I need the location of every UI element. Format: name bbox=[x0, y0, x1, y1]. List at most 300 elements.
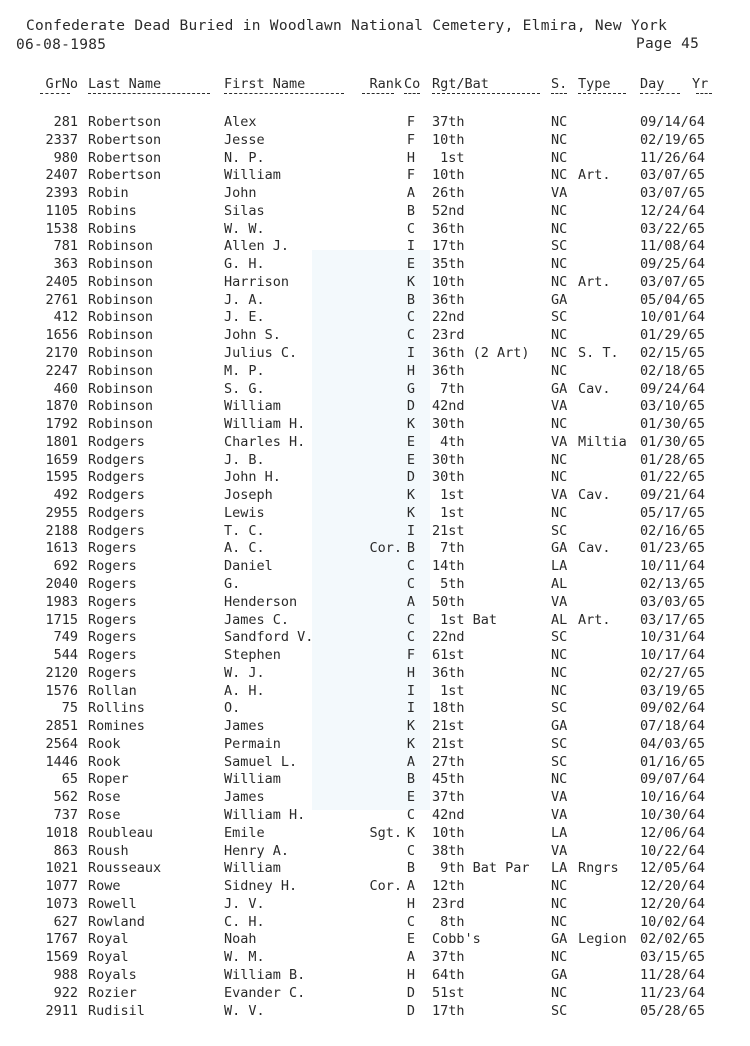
cell-last-name: Robertson bbox=[88, 149, 162, 166]
cell-grno: 1569 bbox=[45, 949, 78, 966]
cell-grno: 922 bbox=[53, 984, 78, 1001]
cell-state: LA bbox=[551, 558, 568, 575]
cell-grno: 737 bbox=[53, 807, 78, 824]
cell-rgt-bat: 21st bbox=[432, 522, 465, 539]
cell-grno: 1715 bbox=[45, 611, 78, 628]
cell-date: 10/01/64 bbox=[640, 309, 706, 326]
cell-state: VA bbox=[551, 487, 568, 504]
cell-last-name: Rodgers bbox=[88, 522, 145, 539]
cell-co: G bbox=[406, 380, 416, 397]
cell-first-name: Lewis bbox=[224, 504, 265, 521]
cell-co: E bbox=[406, 451, 416, 468]
cell-grno: 2188 bbox=[45, 522, 78, 539]
cell-last-name: Royals bbox=[88, 966, 137, 983]
cell-rgt-bat: 36th (2 Art) bbox=[432, 345, 530, 361]
cell-date: 12/24/64 bbox=[640, 202, 706, 219]
cell-state: NC bbox=[551, 504, 568, 521]
header-grno: GrNo bbox=[45, 76, 78, 92]
document-date: 06-08-1985 bbox=[16, 37, 107, 53]
cell-date: 09/25/64 bbox=[640, 256, 706, 273]
cell-rgt-bat: 36th bbox=[432, 291, 465, 308]
cell-rgt-bat: 21st bbox=[432, 735, 465, 752]
cell-rgt-bat: 26th bbox=[432, 185, 465, 202]
header-type: Type bbox=[578, 76, 611, 92]
cell-first-name: William bbox=[224, 860, 281, 877]
cell-first-name: W. J. bbox=[224, 664, 265, 681]
cell-co: A bbox=[406, 878, 416, 895]
cell-rgt-bat: 17th bbox=[432, 1002, 465, 1019]
cell-state: GA bbox=[551, 718, 568, 735]
cell-last-name: Royal bbox=[88, 931, 129, 948]
cell-first-name: Sidney H. bbox=[224, 878, 298, 895]
cell-first-name: Evander C. bbox=[224, 984, 306, 1001]
cell-last-name: Rogers bbox=[88, 611, 137, 628]
table-row bbox=[0, 185, 750, 203]
cell-co: E bbox=[406, 789, 416, 806]
cell-co: B bbox=[406, 771, 416, 788]
table-row bbox=[0, 594, 750, 612]
cell-first-name: John bbox=[224, 185, 257, 202]
cell-co: H bbox=[406, 895, 416, 912]
cell-last-name: Rogers bbox=[88, 629, 137, 646]
cell-rgt-bat: 52nd bbox=[432, 202, 465, 219]
cell-last-name: Robertson bbox=[88, 167, 162, 184]
cell-grno: 1659 bbox=[45, 451, 78, 468]
cell-date: 03/07/65 bbox=[640, 185, 706, 202]
table-row bbox=[0, 167, 750, 185]
cell-first-name: Julius C. bbox=[224, 345, 298, 361]
cell-first-name: G. H. bbox=[224, 256, 265, 273]
cell-state: LA bbox=[551, 824, 568, 841]
cell-co: F bbox=[406, 167, 416, 184]
cell-grno: 1656 bbox=[45, 327, 78, 344]
cell-state: NC bbox=[551, 771, 568, 788]
cell-last-name: Robertson bbox=[88, 114, 162, 130]
table-row bbox=[0, 523, 750, 541]
cell-rgt-bat: 8th bbox=[432, 913, 465, 930]
cell-date: 05/04/65 bbox=[640, 291, 706, 308]
cell-first-name: James bbox=[224, 789, 265, 806]
table-row bbox=[0, 505, 750, 523]
cell-first-name: Noah bbox=[224, 931, 257, 948]
cell-co: F bbox=[406, 131, 416, 148]
cell-state: NC bbox=[551, 451, 568, 468]
cell-date: 01/30/65 bbox=[640, 433, 706, 450]
cell-date: 12/20/64 bbox=[640, 878, 706, 895]
cell-first-name: Alex bbox=[224, 114, 257, 130]
cell-last-name: Roubleau bbox=[88, 824, 154, 841]
cell-last-name: Robinson bbox=[88, 291, 154, 308]
cell-date: 03/22/65 bbox=[640, 220, 706, 237]
cell-state: SC bbox=[551, 753, 568, 770]
cell-co: K bbox=[406, 273, 416, 290]
cell-state: SC bbox=[551, 238, 568, 255]
table-row bbox=[0, 754, 750, 772]
cell-date: 10/22/64 bbox=[640, 842, 706, 859]
cell-grno: 544 bbox=[53, 647, 78, 664]
cell-last-name: Robins bbox=[88, 202, 137, 219]
cell-rgt-bat: 50th bbox=[432, 593, 465, 610]
cell-first-name: Stephen bbox=[224, 647, 281, 664]
table-row bbox=[0, 203, 750, 221]
table-row bbox=[0, 789, 750, 807]
cell-grno: 1018 bbox=[45, 824, 78, 841]
table-row bbox=[0, 540, 750, 558]
cell-date: 11/28/64 bbox=[640, 966, 706, 983]
cell-grno: 2247 bbox=[45, 362, 78, 379]
table-row bbox=[0, 896, 750, 914]
cell-last-name: Rudisil bbox=[88, 1002, 145, 1019]
cell-rgt-bat: 37th bbox=[432, 789, 465, 806]
cell-rgt-bat: 5th bbox=[432, 576, 465, 593]
table-row bbox=[0, 238, 750, 256]
cell-grno: 2851 bbox=[45, 718, 78, 735]
cell-grno: 863 bbox=[53, 842, 78, 859]
cell-co: D bbox=[406, 984, 416, 1001]
cell-state: AL bbox=[551, 576, 568, 593]
cell-state: VA bbox=[551, 185, 568, 202]
cell-first-name: Henderson bbox=[224, 593, 298, 610]
cell-state: GA bbox=[551, 966, 568, 983]
cell-co: H bbox=[406, 362, 416, 379]
cell-date: 12/05/64 bbox=[640, 860, 706, 877]
table-row bbox=[0, 1003, 750, 1021]
cell-date: 12/06/64 bbox=[640, 824, 706, 841]
cell-last-name: Rousseaux bbox=[88, 860, 162, 877]
cell-date: 01/23/65 bbox=[640, 540, 706, 557]
cell-rgt-bat: Cobb's bbox=[432, 931, 481, 948]
cell-state: VA bbox=[551, 593, 568, 610]
cell-grno: 562 bbox=[53, 789, 78, 806]
cell-date: 10/30/64 bbox=[640, 807, 706, 824]
cell-type: Art. bbox=[578, 273, 611, 290]
page-number: Page 45 bbox=[636, 36, 700, 52]
cell-first-name: Sandford V. bbox=[224, 629, 314, 646]
cell-grno: 281 bbox=[53, 114, 78, 130]
cell-grno: 1870 bbox=[45, 398, 78, 415]
cell-state: SC bbox=[551, 700, 568, 717]
cell-first-name: T. C. bbox=[224, 522, 265, 539]
cell-co: C bbox=[406, 558, 416, 575]
cell-state: NC bbox=[551, 256, 568, 273]
cell-rgt-bat: 21st bbox=[432, 718, 465, 735]
cell-last-name: Robinson bbox=[88, 362, 154, 379]
header-last-name: Last Name bbox=[88, 76, 162, 92]
cell-date: 01/16/65 bbox=[640, 753, 706, 770]
cell-state: NC bbox=[551, 895, 568, 912]
table-row bbox=[0, 825, 750, 843]
cell-date: 03/19/65 bbox=[640, 682, 706, 699]
cell-last-name: Rogers bbox=[88, 540, 137, 557]
cell-date: 02/19/65 bbox=[640, 131, 706, 148]
cell-grno: 363 bbox=[53, 256, 78, 273]
table-row bbox=[0, 843, 750, 861]
table-row bbox=[0, 416, 750, 434]
cell-date: 10/16/64 bbox=[640, 789, 706, 806]
cell-date: 09/21/64 bbox=[640, 487, 706, 504]
cell-grno: 2393 bbox=[45, 185, 78, 202]
cell-co: C bbox=[406, 327, 416, 344]
cell-rgt-bat: 37th bbox=[432, 114, 465, 130]
cell-last-name: Robinson bbox=[88, 416, 154, 433]
cell-grno: 1595 bbox=[45, 469, 78, 486]
cell-co: K bbox=[406, 718, 416, 735]
cell-rgt-bat: 7th bbox=[432, 540, 465, 557]
cell-co: K bbox=[406, 504, 416, 521]
header-day: Day bbox=[640, 76, 665, 92]
table-row bbox=[0, 398, 750, 416]
cell-first-name: O. bbox=[224, 700, 241, 717]
cell-rgt-bat: 45th bbox=[432, 771, 465, 788]
cell-first-name: Permain bbox=[224, 735, 281, 752]
table-row bbox=[0, 132, 750, 150]
table-row bbox=[0, 985, 750, 1003]
cell-first-name: G. bbox=[224, 576, 241, 593]
cell-date: 03/03/65 bbox=[640, 593, 706, 610]
cell-rgt-bat: 51st bbox=[432, 984, 465, 1001]
cell-first-name: W. W. bbox=[224, 220, 265, 237]
table-row bbox=[0, 718, 750, 736]
cell-date: 10/31/64 bbox=[640, 629, 706, 646]
table-row bbox=[0, 469, 750, 487]
cell-date: 03/07/65 bbox=[640, 167, 706, 184]
cell-state: VA bbox=[551, 789, 568, 806]
cell-date: 02/15/65 bbox=[640, 345, 706, 361]
cell-co: C bbox=[406, 309, 416, 326]
cell-last-name: Robinson bbox=[88, 345, 154, 361]
cell-grno: 1021 bbox=[45, 860, 78, 877]
cell-rgt-bat: 1st bbox=[432, 149, 465, 166]
cell-first-name: Allen J. bbox=[224, 238, 290, 255]
cell-type: Cav. bbox=[578, 487, 611, 504]
cell-last-name: Roper bbox=[88, 771, 129, 788]
cell-date: 01/28/65 bbox=[640, 451, 706, 468]
cell-first-name: J. E. bbox=[224, 309, 265, 326]
cell-state: NC bbox=[551, 949, 568, 966]
cell-rgt-bat: 27th bbox=[432, 753, 465, 770]
cell-rgt-bat: 4th bbox=[432, 433, 465, 450]
cell-grno: 2955 bbox=[45, 504, 78, 521]
cell-first-name: S. G. bbox=[224, 380, 265, 397]
cell-co: C bbox=[406, 842, 416, 859]
cell-last-name: Rodgers bbox=[88, 487, 145, 504]
cell-last-name: Robinson bbox=[88, 380, 154, 397]
cell-date: 09/07/64 bbox=[640, 771, 706, 788]
table-row bbox=[0, 363, 750, 381]
cell-rgt-bat: 14th bbox=[432, 558, 465, 575]
cell-grno: 1446 bbox=[45, 753, 78, 770]
cell-last-name: Rozier bbox=[88, 984, 137, 1001]
cell-state: NC bbox=[551, 469, 568, 486]
cell-rgt-bat: 1st bbox=[432, 487, 465, 504]
cell-first-name: John H. bbox=[224, 469, 281, 486]
cell-date: 10/17/64 bbox=[640, 647, 706, 664]
cell-co: A bbox=[406, 185, 416, 202]
cell-first-name: James C. bbox=[224, 611, 290, 628]
cell-rank: Cor. bbox=[369, 540, 402, 557]
cell-last-name: Rogers bbox=[88, 664, 137, 681]
cell-first-name: Daniel bbox=[224, 558, 273, 575]
cell-co: I bbox=[406, 238, 416, 255]
cell-co: B bbox=[406, 540, 416, 557]
cell-co: D bbox=[406, 398, 416, 415]
cell-state: NC bbox=[551, 345, 568, 361]
cell-grno: 1767 bbox=[45, 931, 78, 948]
cell-last-name: Rodgers bbox=[88, 469, 145, 486]
cell-state: NC bbox=[551, 984, 568, 1001]
cell-rgt-bat: 36th bbox=[432, 220, 465, 237]
table-row bbox=[0, 150, 750, 168]
cell-co: B bbox=[406, 202, 416, 219]
cell-date: 02/27/65 bbox=[640, 664, 706, 681]
cell-state: SC bbox=[551, 309, 568, 326]
table-row bbox=[0, 292, 750, 310]
cell-co: D bbox=[406, 469, 416, 486]
cell-state: NC bbox=[551, 647, 568, 664]
table-row bbox=[0, 221, 750, 239]
cell-first-name: C. H. bbox=[224, 913, 265, 930]
cell-state: NC bbox=[551, 131, 568, 148]
cell-first-name: W. M. bbox=[224, 949, 265, 966]
cell-co: C bbox=[406, 611, 416, 628]
cell-rgt-bat: 10th bbox=[432, 167, 465, 184]
cell-state: VA bbox=[551, 433, 568, 450]
cell-type: Miltia bbox=[578, 433, 627, 450]
cell-co: K bbox=[406, 487, 416, 504]
cell-first-name: James bbox=[224, 718, 265, 735]
cell-date: 10/11/64 bbox=[640, 558, 706, 575]
header-first-name: First Name bbox=[224, 76, 306, 92]
cell-first-name: J. V. bbox=[224, 895, 265, 912]
cell-grno: 492 bbox=[53, 487, 78, 504]
cell-grno: 2911 bbox=[45, 1002, 78, 1019]
cell-co: I bbox=[406, 700, 416, 717]
cell-last-name: Roush bbox=[88, 842, 129, 859]
cell-state: LA bbox=[551, 860, 568, 877]
header-state: S. bbox=[551, 76, 568, 92]
cell-last-name: Rollan bbox=[88, 682, 137, 699]
cell-date: 11/26/64 bbox=[640, 149, 706, 166]
cell-grno: 749 bbox=[53, 629, 78, 646]
cell-co: A bbox=[406, 753, 416, 770]
cell-last-name: Rodgers bbox=[88, 433, 145, 450]
cell-rgt-bat: 30th bbox=[432, 416, 465, 433]
cell-state: VA bbox=[551, 398, 568, 415]
cell-grno: 75 bbox=[61, 700, 78, 717]
cell-rgt-bat: 61st bbox=[432, 647, 465, 664]
cell-type: Art. bbox=[578, 611, 611, 628]
header-rank: Rank bbox=[369, 76, 402, 92]
cell-grno: 1792 bbox=[45, 416, 78, 433]
cell-first-name: William B. bbox=[224, 966, 306, 983]
cell-type: Art. bbox=[578, 167, 611, 184]
cell-rgt-bat: 23rd bbox=[432, 895, 465, 912]
cell-last-name: Rogers bbox=[88, 558, 137, 575]
table-row bbox=[0, 700, 750, 718]
cell-co: H bbox=[406, 664, 416, 681]
cell-last-name: Robinson bbox=[88, 273, 154, 290]
cell-co: K bbox=[406, 735, 416, 752]
cell-grno: 2761 bbox=[45, 291, 78, 308]
cell-rgt-bat: 10th bbox=[432, 273, 465, 290]
cell-first-name: John S. bbox=[224, 327, 281, 344]
cell-co: C bbox=[406, 576, 416, 593]
cell-state: NC bbox=[551, 682, 568, 699]
document-title: Confederate Dead Buried in Woodlawn National Cemetery, Elmira, New York bbox=[26, 18, 668, 34]
cell-first-name: Charles H. bbox=[224, 433, 306, 450]
cell-last-name: Rose bbox=[88, 789, 121, 806]
cell-last-name: Rose bbox=[88, 807, 121, 824]
cell-co: I bbox=[406, 345, 416, 361]
table-row bbox=[0, 647, 750, 665]
cell-co: C bbox=[406, 629, 416, 646]
table-row bbox=[0, 452, 750, 470]
cell-state: AL bbox=[551, 611, 568, 628]
table-row bbox=[0, 381, 750, 399]
cell-first-name: J. B. bbox=[224, 451, 265, 468]
cell-grno: 1538 bbox=[45, 220, 78, 237]
cell-grno: 1073 bbox=[45, 895, 78, 912]
cell-first-name: Joseph bbox=[224, 487, 273, 504]
cell-rgt-bat: 64th bbox=[432, 966, 465, 983]
cell-rgt-bat: 35th bbox=[432, 256, 465, 273]
cell-state: NC bbox=[551, 202, 568, 219]
cell-state: SC bbox=[551, 522, 568, 539]
cell-last-name: Robinson bbox=[88, 238, 154, 255]
table-row bbox=[0, 487, 750, 505]
cell-state: NC bbox=[551, 362, 568, 379]
cell-grno: 1613 bbox=[45, 540, 78, 557]
cell-rgt-bat: 10th bbox=[432, 824, 465, 841]
cell-state: VA bbox=[551, 807, 568, 824]
cell-first-name: William H. bbox=[224, 416, 306, 433]
cell-last-name: Rowland bbox=[88, 913, 145, 930]
cell-co: H bbox=[406, 149, 416, 166]
cell-last-name: Rogers bbox=[88, 576, 137, 593]
cell-grno: 1983 bbox=[45, 593, 78, 610]
cell-first-name: A. C. bbox=[224, 540, 265, 557]
cell-last-name: Romines bbox=[88, 718, 145, 735]
cell-co: B bbox=[406, 860, 416, 877]
cell-grno: 1576 bbox=[45, 682, 78, 699]
cell-rgt-bat: 7th bbox=[432, 380, 465, 397]
cell-grno: 781 bbox=[53, 238, 78, 255]
table-row bbox=[0, 967, 750, 985]
cell-grno: 460 bbox=[53, 380, 78, 397]
cell-first-name: Henry A. bbox=[224, 842, 290, 859]
cell-first-name: J. A. bbox=[224, 291, 265, 308]
cell-state: NC bbox=[551, 416, 568, 433]
cell-rank: Sgt. bbox=[369, 824, 402, 841]
cell-state: NC bbox=[551, 878, 568, 895]
cell-date: 09/14/64 bbox=[640, 114, 706, 130]
cell-state: NC bbox=[551, 149, 568, 166]
cell-grno: 2170 bbox=[45, 345, 78, 361]
cell-last-name: Robinson bbox=[88, 327, 154, 344]
cell-rgt-bat: 22nd bbox=[432, 629, 465, 646]
cell-first-name: A. H. bbox=[224, 682, 265, 699]
table-row bbox=[0, 327, 750, 345]
cell-rgt-bat: 42nd bbox=[432, 398, 465, 415]
cell-last-name: Robins bbox=[88, 220, 137, 237]
table-row bbox=[0, 309, 750, 327]
cell-state: GA bbox=[551, 931, 568, 948]
cell-state: NC bbox=[551, 327, 568, 344]
cell-first-name: William bbox=[224, 398, 281, 415]
cell-rgt-bat: 30th bbox=[432, 451, 465, 468]
cell-date: 02/13/65 bbox=[640, 576, 706, 593]
cell-co: A bbox=[406, 593, 416, 610]
